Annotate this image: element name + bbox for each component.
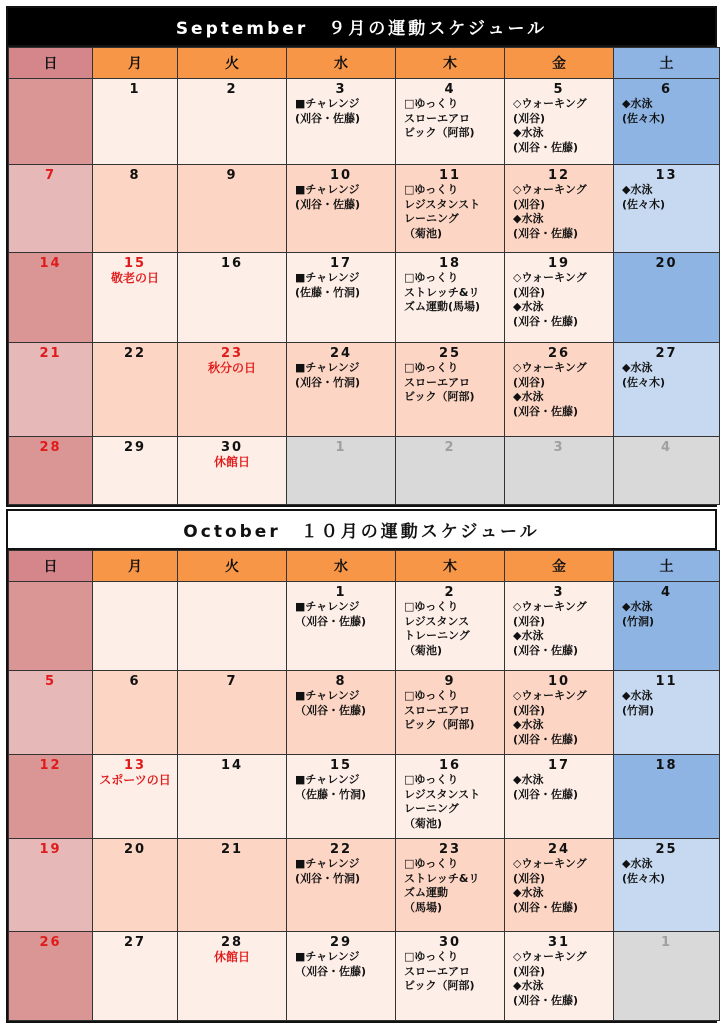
day-cell [396, 165, 505, 253]
event-line: (刈谷) [513, 703, 546, 717]
day-cell [396, 839, 505, 932]
event-line: ■チャレンジ [295, 689, 360, 702]
day-number: 17 [547, 758, 571, 773]
day-number: 30 [438, 935, 462, 950]
day-number: 10 [329, 168, 353, 183]
day-cell [178, 671, 287, 755]
day-cell [178, 839, 287, 932]
day-cell [9, 839, 93, 932]
event-line: ◆水泳 [513, 126, 544, 139]
event-line: レーニング [404, 212, 459, 225]
event-line: (佐々木) [622, 375, 666, 389]
day-cell [287, 671, 396, 755]
event-line: ◆水泳 [513, 979, 544, 992]
day-number: 11 [655, 674, 678, 689]
day-number: 2 [444, 440, 456, 455]
day-cell [614, 79, 720, 165]
weekday-thursday: 木 [396, 551, 505, 582]
day-cell [505, 437, 614, 505]
calendar-title: October １０月の運動スケジュール [8, 511, 715, 550]
event-line: ビック（阿部) [404, 979, 475, 992]
event-line: （刈谷・佐藤) [295, 964, 367, 978]
event-line: スローエアロ [404, 375, 470, 389]
holiday-label: スポーツの日 [99, 773, 171, 787]
day-number: 7 [226, 674, 238, 689]
day-number: 19 [547, 256, 571, 271]
day-cell [93, 79, 178, 165]
day-cell [505, 671, 614, 755]
event-line: ストレッチ&リ [404, 285, 480, 299]
event-line: (佐藤・竹洞) [295, 285, 361, 299]
day-number: 14 [39, 256, 62, 271]
day-cell [287, 582, 396, 671]
holiday-label: 休館日 [213, 455, 250, 469]
event-line: ■チャレンジ [295, 361, 360, 374]
day-cell [9, 437, 93, 505]
event-line: □ゆっくり [404, 271, 459, 284]
weekday-monday: 月 [93, 551, 178, 582]
day-cell [9, 79, 93, 165]
day-cell [9, 582, 93, 671]
day-cell [178, 437, 287, 505]
calendar-title: September ９月の運動スケジュール [8, 8, 715, 47]
day-cell [93, 582, 178, 671]
calendar-grid [8, 47, 720, 505]
day-cell [9, 165, 93, 253]
day-cell [614, 839, 720, 932]
day-cell [396, 253, 505, 343]
event-line: （刈谷・佐藤) [295, 614, 367, 628]
weekday-friday: 金 [505, 48, 614, 79]
day-cell [287, 165, 396, 253]
day-number: 13 [123, 758, 147, 773]
event-line: ◇ウォーキング [513, 857, 587, 870]
day-cell [505, 932, 614, 1021]
event-line: ◆水泳 [513, 390, 544, 403]
day-cell [93, 437, 178, 505]
week-row [9, 839, 720, 932]
day-number: 5 [553, 82, 565, 97]
day-cell [93, 755, 178, 839]
event-line: ◇ウォーキング [513, 271, 587, 284]
event-line: ◆水泳 [513, 212, 544, 225]
event-line: (刈谷・佐藤) [513, 226, 579, 240]
day-number: 20 [655, 256, 678, 271]
day-cell [505, 253, 614, 343]
event-line: ■チャレンジ [295, 183, 360, 196]
day-number: 31 [547, 935, 571, 950]
day-cell [614, 671, 720, 755]
calendar-body [9, 582, 720, 1021]
day-cell [287, 253, 396, 343]
event-line: (佐々木) [622, 197, 666, 211]
day-number: 4 [660, 440, 673, 455]
event-line: ◇ウォーキング [513, 97, 587, 110]
week-row [9, 253, 720, 343]
event-line: ◇ウォーキング [513, 600, 587, 613]
weekday-wednesday: 水 [287, 48, 396, 79]
day-number: 2 [226, 82, 238, 97]
day-cell [9, 343, 93, 437]
day-number: 1 [660, 935, 673, 950]
day-number: 26 [547, 346, 571, 361]
day-cell [505, 839, 614, 932]
event-line: □ゆっくり [404, 600, 459, 613]
weekday-friday: 金 [505, 551, 614, 582]
day-number: 1 [129, 82, 141, 97]
day-number: 4 [660, 585, 673, 600]
event-line: (佐々木) [622, 871, 666, 885]
week-row [9, 671, 720, 755]
day-cell [614, 253, 720, 343]
event-line: □ゆっくり [404, 689, 459, 702]
event-line: (刈谷) [513, 964, 546, 978]
day-cell [178, 79, 287, 165]
day-number: 1 [335, 440, 347, 455]
day-cell [505, 755, 614, 839]
day-cell [93, 932, 178, 1021]
week-row [9, 755, 720, 839]
event-line: □ゆっくり [404, 773, 459, 786]
event-line: ◆水泳 [622, 361, 653, 374]
day-number: 6 [660, 82, 673, 97]
event-line: スローエアロ [404, 703, 470, 717]
weekday-header-row [9, 48, 720, 79]
day-cell [178, 343, 287, 437]
event-line: ◆水泳 [622, 183, 653, 196]
day-number: 25 [655, 842, 678, 857]
event-line: スローエアロ [404, 964, 470, 978]
day-number: 25 [438, 346, 462, 361]
event-line: (刈谷・竹洞) [295, 871, 361, 885]
event-line: ◆水泳 [622, 857, 653, 870]
day-number: 30 [220, 440, 244, 455]
week-row [9, 932, 720, 1021]
day-number: 22 [123, 346, 147, 361]
day-number: 4 [444, 82, 456, 97]
day-number: 21 [220, 842, 244, 857]
day-number: 24 [329, 346, 353, 361]
day-number: 15 [329, 758, 353, 773]
day-cell [9, 253, 93, 343]
event-line: レジスタンスト [404, 787, 481, 801]
day-cell [287, 343, 396, 437]
day-number: 3 [553, 585, 565, 600]
weekday-sunday: 日 [9, 551, 93, 582]
event-line: ◇ウォーキング [513, 183, 587, 196]
day-number: 13 [655, 168, 678, 183]
day-number [9, 582, 92, 585]
event-line: (刈谷・佐藤) [295, 197, 361, 211]
day-cell [396, 437, 505, 505]
day-cell [287, 839, 396, 932]
event-line: (刈谷・竹洞) [295, 375, 361, 389]
day-number: 22 [329, 842, 353, 857]
event-line: （菊池) [404, 816, 443, 830]
event-line: ストレッチ&リ [404, 871, 480, 885]
day-number [178, 582, 286, 585]
event-line: ■チャレンジ [295, 773, 360, 786]
weekday-monday: 月 [93, 48, 178, 79]
day-cell [614, 343, 720, 437]
event-line: (刈谷・佐藤) [513, 404, 579, 418]
day-cell [505, 79, 614, 165]
event-line: ■チャレンジ [295, 600, 360, 613]
event-line: (竹洞) [622, 614, 655, 628]
day-cell [178, 582, 287, 671]
day-number: 16 [438, 758, 462, 773]
day-number: 29 [329, 935, 353, 950]
day-cell [614, 932, 720, 1021]
weekday-wednesday: 水 [287, 551, 396, 582]
day-number: 14 [220, 758, 244, 773]
event-line: (刈谷・佐藤) [513, 787, 579, 801]
event-line: レーニング [404, 802, 459, 815]
day-cell [505, 343, 614, 437]
event-line: (刈谷・佐藤) [513, 732, 579, 746]
event-line: レジスタンスト [404, 197, 481, 211]
day-cell [396, 671, 505, 755]
event-line: スローエアロ [404, 111, 470, 125]
day-cell [614, 755, 720, 839]
day-number: 18 [438, 256, 462, 271]
day-cell [178, 165, 287, 253]
day-number: 10 [547, 674, 571, 689]
event-line: ◆水泳 [622, 600, 653, 613]
day-number: 11 [438, 168, 462, 183]
weekday-saturday: 土 [614, 551, 720, 582]
event-line: (刈谷) [513, 285, 546, 299]
weekday-sunday: 日 [9, 48, 93, 79]
event-line: (佐々木) [622, 111, 666, 125]
holiday-label: 休館日 [213, 950, 250, 964]
day-number: 16 [220, 256, 244, 271]
day-cell [287, 932, 396, 1021]
day-number: 23 [438, 842, 462, 857]
day-cell [93, 839, 178, 932]
day-number: 24 [547, 842, 571, 857]
day-cell [614, 437, 720, 505]
event-line: ◆水泳 [513, 629, 544, 642]
event-line: ■チャレンジ [295, 97, 360, 110]
event-line: ビック（阿部) [404, 126, 475, 139]
day-number: 28 [220, 935, 244, 950]
event-line: (刈谷・佐藤) [513, 643, 579, 657]
day-cell [287, 79, 396, 165]
day-cell [505, 582, 614, 671]
day-cell [396, 582, 505, 671]
day-number: 1 [335, 585, 347, 600]
event-line: ◇ウォーキング [513, 950, 587, 963]
event-line: レジスタンス [404, 614, 470, 628]
week-row [9, 582, 720, 671]
event-line: ビック（阿部) [404, 390, 475, 403]
day-number: 5 [44, 674, 57, 689]
event-line: (刈谷) [513, 111, 546, 125]
day-number: 28 [39, 440, 62, 455]
event-line: ズム運動 [404, 886, 448, 899]
event-line: ズム運動(馬場) [404, 300, 481, 313]
day-number: 9 [444, 674, 456, 689]
event-line: (刈谷・佐藤) [295, 111, 361, 125]
event-line: (刈谷) [513, 197, 546, 211]
event-line: ◆水泳 [513, 886, 544, 899]
day-number: 12 [547, 168, 571, 183]
event-line: （佐藤・竹洞) [295, 787, 367, 801]
day-cell [287, 437, 396, 505]
weekday-header-row [9, 551, 720, 582]
day-cell [178, 755, 287, 839]
day-number: 17 [329, 256, 353, 271]
day-number: 27 [123, 935, 147, 950]
day-number: 15 [123, 256, 147, 271]
week-row [9, 165, 720, 253]
day-cell [178, 932, 287, 1021]
day-number: 7 [44, 168, 57, 183]
day-cell [396, 932, 505, 1021]
event-line: (刈谷) [513, 375, 546, 389]
event-line: （菊池) [404, 643, 443, 657]
day-number: 21 [39, 346, 62, 361]
day-number: 3 [553, 440, 565, 455]
event-line: （馬場) [404, 900, 443, 914]
day-cell [9, 755, 93, 839]
day-number: 2 [444, 585, 456, 600]
day-cell [9, 932, 93, 1021]
event-line: (刈谷・佐藤) [513, 900, 579, 914]
event-line: トレーニング [404, 629, 470, 642]
event-line: (刈谷・佐藤) [513, 314, 579, 328]
weekday-tuesday: 火 [178, 551, 287, 582]
event-line: ■チャレンジ [295, 950, 360, 963]
event-line: (刈谷) [513, 614, 546, 628]
day-number [9, 79, 92, 82]
day-cell [614, 582, 720, 671]
event-line: ◆水泳 [622, 689, 653, 702]
week-row [9, 437, 720, 505]
day-number: 8 [129, 168, 141, 183]
calendar-grid [8, 550, 720, 1021]
day-number: 19 [39, 842, 62, 857]
week-row [9, 79, 720, 165]
event-line: □ゆっくり [404, 857, 459, 870]
holiday-label: 秋分の日 [207, 361, 256, 375]
day-cell [614, 165, 720, 253]
day-cell [93, 165, 178, 253]
event-line: □ゆっくり [404, 183, 459, 196]
week-row [9, 343, 720, 437]
day-cell [505, 165, 614, 253]
event-line: □ゆっくり [404, 950, 459, 963]
day-number: 18 [655, 758, 678, 773]
event-line: (竹洞) [622, 703, 655, 717]
day-number: 23 [220, 346, 244, 361]
september-calendar [6, 6, 717, 507]
event-line: ■チャレンジ [295, 271, 360, 284]
holiday-label: 敬老の日 [110, 271, 159, 285]
event-line: □ゆっくり [404, 97, 459, 110]
event-line: ◆水泳 [513, 300, 544, 313]
day-number: 27 [655, 346, 678, 361]
day-number: 12 [39, 758, 62, 773]
weekday-tuesday: 火 [178, 48, 287, 79]
event-line: ◆水泳 [513, 718, 544, 731]
calendar-body [9, 79, 720, 505]
day-number: 3 [335, 82, 347, 97]
day-cell [93, 253, 178, 343]
day-cell [396, 79, 505, 165]
event-line: ◆水泳 [513, 773, 544, 786]
day-cell [93, 671, 178, 755]
event-line: ◇ウォーキング [513, 689, 587, 702]
october-calendar [6, 509, 717, 1023]
day-number: 6 [129, 674, 141, 689]
day-number: 9 [226, 168, 238, 183]
day-cell [178, 253, 287, 343]
day-cell [396, 343, 505, 437]
event-line: ■チャレンジ [295, 857, 360, 870]
event-line: ◆水泳 [622, 97, 653, 110]
event-line: （刈谷・佐藤) [295, 703, 367, 717]
day-number: 20 [123, 842, 147, 857]
weekday-saturday: 土 [614, 48, 720, 79]
event-line: (刈谷) [513, 871, 546, 885]
weekday-thursday: 木 [396, 48, 505, 79]
day-cell [93, 343, 178, 437]
day-number: 26 [39, 935, 62, 950]
day-cell [396, 755, 505, 839]
event-line: ビック（阿部) [404, 718, 475, 731]
day-cell [9, 671, 93, 755]
day-number: 29 [123, 440, 147, 455]
day-number: 8 [335, 674, 347, 689]
day-number [93, 582, 177, 585]
event-line: □ゆっくり [404, 361, 459, 374]
event-line: (刈谷・佐藤) [513, 993, 579, 1007]
event-line: ◇ウォーキング [513, 361, 587, 374]
day-cell [287, 755, 396, 839]
event-line: （菊池) [404, 226, 443, 240]
event-line: (刈谷・佐藤) [513, 140, 579, 154]
